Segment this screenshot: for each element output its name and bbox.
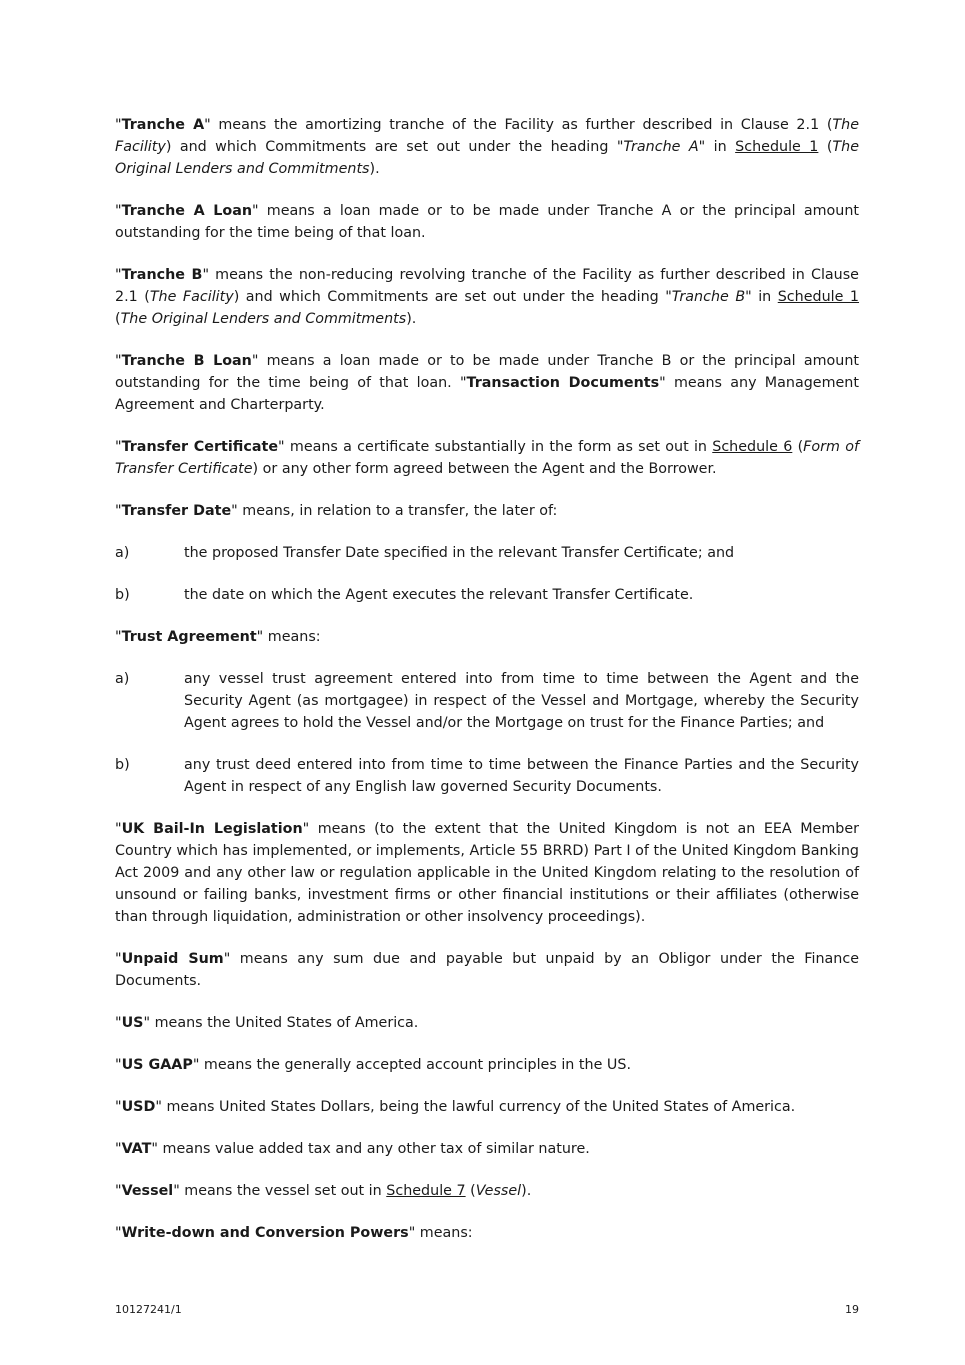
defined-term: Trust Agreement: [121, 629, 257, 645]
definition-unpaid-sum: "Unpaid Sum" means any sum due and payable but unpaid by an Obligor under the Finance Documents.: [115, 951, 859, 989]
list-item: [115, 754, 859, 798]
list-text: the date on which the Agent executes the relevant Transfer Certificate.: [184, 587, 694, 603]
list-item: [115, 584, 859, 606]
schedule-7-link[interactable]: Schedule 7: [386, 1183, 466, 1199]
definition-usd: "USD" means United States Dollars, being the lawful currency of the United States of America.: [115, 1099, 796, 1115]
definition-us: "US" means the United States of America.: [115, 1015, 419, 1031]
defined-term: Tranche B: [121, 267, 203, 283]
defined-term: UK Bail-In Legislation: [121, 821, 303, 837]
defined-term: Transfer Certificate: [121, 439, 279, 455]
list-label: b): [115, 587, 130, 603]
definition-write-down-and-conversion-powers: "Write-down and Conversion Powers" means:: [115, 1225, 473, 1241]
defined-term: Transaction Documents: [466, 375, 660, 391]
defined-term: US: [121, 1015, 144, 1031]
defined-term: Tranche B Loan: [121, 353, 252, 369]
definition-tranche-a: "Tranche A" means the amortizing tranche of the Facility as further described in Clause 2.1 (The Facility) and which Commitments are set out under the heading "Tranche A" in Schedule 1 (The Original Lenders and Commitments).: [115, 117, 859, 177]
definition-trust-agreement: "Trust Agreement" means:: [115, 629, 321, 645]
definition-vat: "VAT" means value added tax and any other tax of similar nature.: [115, 1141, 590, 1157]
document-body: [115, 114, 859, 1264]
page-number: 19: [845, 1303, 859, 1316]
list-label: a): [115, 545, 130, 561]
list-item: [115, 542, 859, 564]
document-reference: 10127241/1: [115, 1303, 182, 1316]
definition-tranche-b: "Tranche B" means the non-reducing revolving tranche of the Facility as further described in Clause 2.1 (The Facility) and which Commitments are set out under the heading "Tranche B" in Schedule 1 (The Original Lenders and Commitments).: [115, 267, 860, 327]
defined-term: Tranche A: [121, 117, 205, 133]
defined-term: Transfer Date: [121, 503, 232, 519]
list-item: [115, 668, 859, 734]
definition-vessel: "Vessel" means the vessel set out in Schedule 7 (Vessel).: [115, 1183, 532, 1199]
defined-term: VAT: [121, 1141, 152, 1157]
list-text: the proposed Transfer Date specified in the relevant Transfer Certificate; and: [184, 545, 735, 561]
list-label: a): [115, 671, 130, 687]
definition-tranche-a-loan: "Tranche A Loan" means a loan made or to be made under Tranche A or the principal amount outstanding for the time being of that loan.: [115, 203, 859, 241]
list-label: b): [115, 757, 130, 773]
definition-tranche-b-loan: "Tranche B Loan" means a loan made or to be made under Tranche B or the principal amount outstanding for the time being of that loan. "Transaction Documents" means any Management Agreement and Charterparty.: [115, 353, 859, 413]
defined-term: Write-down and Conversion Powers: [121, 1225, 409, 1241]
schedule-1-link[interactable]: Schedule 1: [777, 289, 860, 305]
list-text: any vessel trust agreement entered into from time to time between the Agent and the Security Agent (as mortgagee) in respect of the Vessel and Mortgage, whereby the Security Agent agrees to hold the Vessel and/or the Mortgage on trust for the Finance Parties; and: [184, 671, 859, 731]
defined-term: US GAAP: [121, 1057, 193, 1073]
defined-term: USD: [121, 1099, 156, 1115]
definition-us-gaap: "US GAAP" means the generally accepted account principles in the US.: [115, 1057, 631, 1073]
defined-term: Tranche A Loan: [121, 203, 253, 219]
definition-transfer-date: "Transfer Date" means, in relation to a transfer, the later of:: [115, 503, 558, 519]
schedule-1-link[interactable]: Schedule 1: [735, 139, 819, 155]
definition-uk-bail-in-legislation: "UK Bail-In Legislation" means (to the extent that the United Kingdom is not an EEA Member Country which has implemented, or implements, Article 55 BRRD) Part I of the United Kingdom Banking Act 2009 and any other law or regulation applicable in the United Kingdom relating to the resolution of unsound or failing banks, investment firms or other financial institutions or their affiliates (otherwise than through liquidation, administration or other insolvency proceedings).: [115, 821, 859, 925]
definition-transfer-certificate: "Transfer Certificate" means a certificate substantially in the form as set out in Schedule 6 (Form of Transfer Certificate) or any other form agreed between the Agent and the Borrower.: [115, 439, 859, 477]
defined-term: Vessel: [121, 1183, 174, 1199]
schedule-6-link[interactable]: Schedule 6: [712, 439, 793, 455]
defined-term: Unpaid Sum: [121, 951, 224, 967]
list-text: any trust deed entered into from time to time between the Finance Parties and the Security Agent in respect of any English law governed Security Documents.: [184, 757, 859, 795]
